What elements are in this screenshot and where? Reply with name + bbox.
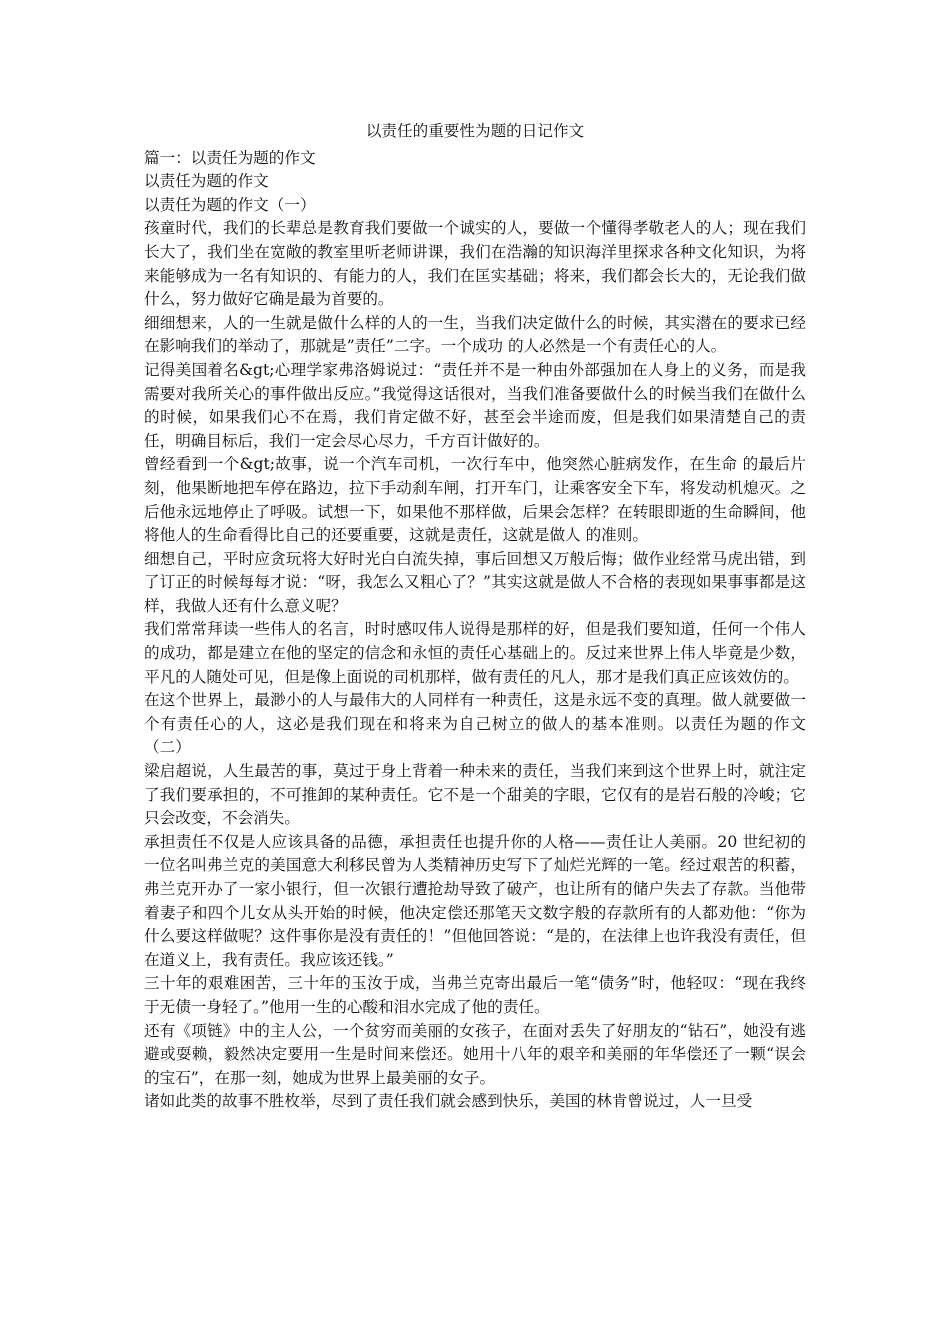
document-title: 以责任的重要性为题的日记作文 bbox=[365, 122, 585, 140]
paragraph-9: 承担责任不仅是人应该具备的品德，承担责任也提升你的人格——责任让人美丽。20 世纪初的一位名叫弗兰克的美国意大利移民曾为人类精神历史写下了灿烂光辉的一笔。经过艰苦的积蓄，弗兰克开办了一家小银行，但一次银行遭抢劫导致了破产，也让所有的储户失去了存款。当他带着妻子和四个儿女从头开始的时候，他决定偿还那笔天文数字般的存款所有的人都劝他：“你为什么要这样做呢？这件事你是没有责任的！”但他回答说：“是的，在法律上也许我没有责任，但在道义上，我有责任。我应该还钱。” bbox=[144, 832, 806, 969]
paragraph-1: 孩童时代，我们的长辈总是教育我们要做一个诚实的人，要做一个懂得孝敬老人的人；现在我们长大了，我们坐在宽敞的教室里听老师讲课，我们在浩瀚的知识海洋里探求各种文化知识，为将来能够成为一名有知识的、有能力的人，我们在匡实基础；将来，我们都会长大的，无论我们做什么，努力做好它确是最为首要的。 bbox=[144, 219, 806, 309]
paragraph-3: 记得美国着名&gt;心理学家弗洛姆说过：“责任并不是一种由外部强加在人身上的义务，而是我需要对我所关心的事件做出反应。”我觉得这话很对，当我们准备要做什么的时候当我们在做什么的时候，如果我们心不在焉，我们肯定做不好，甚至会半途而废，但是我们如果清楚自己的责任，明确目标后，我们一定会尽心尽力，千方百计做好的。 bbox=[144, 360, 806, 450]
essay-subheading: 以责任为题的作文（一） bbox=[144, 195, 316, 214]
section-heading: 篇一：以责任为题的作文 bbox=[144, 148, 316, 167]
paragraph-8: 梁启超说，人生最苦的事，莫过于身上背着一种未来的责任，当我们来到这个世界上时，就注定了我们要承担的，不可推卸的某种责任。它不是一个甜美的字眼，它仅有的是岩石般的冷峻；它只会改变，不会消失。 bbox=[144, 762, 806, 828]
document-page bbox=[144, 120, 806, 1114]
paragraph-2: 细细想来，人的一生就是做什么样的人的一生，当我们决定做什么的时候，其实潜在的要求已经在影响我们的举动了，那就是”责任”二字。一个成功 的人必然是一个有责任心的人。 bbox=[144, 313, 806, 356]
paragraph-4: 曾经看到一个&gt;故事，说一个汽车司机，一次行车中，他突然心脏病发作，在生命 的最后片刻，他果断地把车停在路边，拉下手动刹车闸，打开车门，让乘客安全下车，将发动机熄灭。之后他永远地停止了呼吸。试想一下，如果他不那样做，后果会怎样？在转眼即逝的生命瞬间，他将他人的生命看得比自己的还要重要，这就是责任，这就是做人 的准则。 bbox=[144, 455, 806, 545]
paragraph-12: 诸如此类的故事不胜枚举，尽到了责任我们就会感到快乐，美国的林肯曾说过，人一旦受 bbox=[144, 1092, 753, 1111]
paragraph-10: 三十年的艰难困苦，三十年的玉汝于成，当弗兰克寄出最后一笔“债务”时，他轻叹：“现在我终于无债一身轻了。”他用一生的心酸和泪水完成了他的责任。 bbox=[144, 974, 806, 1016]
paragraph-11: 还有《项链》中的主人公，一个贫穷而美丽的女孩子，在面对丢失了好朋友的“钻石”，她没有逃避或耍赖，毅然决定要用一生是时间来偿还。她用十八年的艰辛和美丽的年华偿还了一颗“误会的宝石”，在那一刻，她成为世界上最美丽的女子。 bbox=[144, 1021, 806, 1087]
paragraph-7: 在这个世界上，最渺小的人与最伟大的人同样有一种责任，这是永远不变的真理。做人就要做一个有责任心的人，这必是我们现在和将来为自己树立的做人的基本准则。以责任为题的作文（二） bbox=[144, 691, 806, 757]
essay-heading: 以责任为题的作文 bbox=[144, 172, 269, 191]
paragraph-6: 我们常常拜读一些伟人的名言，时时感叹伟人说得是那样的好，但是我们要知道，任何一个伟人的成功，都是建立在他的坚定的信念和永恒的责任心基础上的。反过来世界上伟人毕竟是少数，平凡的人随处可见，但是像上面说的司机那样，做有责任的凡人，那才是我们真正应该效仿的。 bbox=[144, 620, 806, 686]
paragraph-5: 细想自己，平时应贪玩将大好时光白白流失掉，事后回想又万般后悔；做作业经常马虎出错，到了订正的时候每每才说：“呀，我怎么又粗心了？”其实这就是做人不合格的表现如果事事都是这样，我做人还有什么意义呢？ bbox=[144, 549, 806, 615]
